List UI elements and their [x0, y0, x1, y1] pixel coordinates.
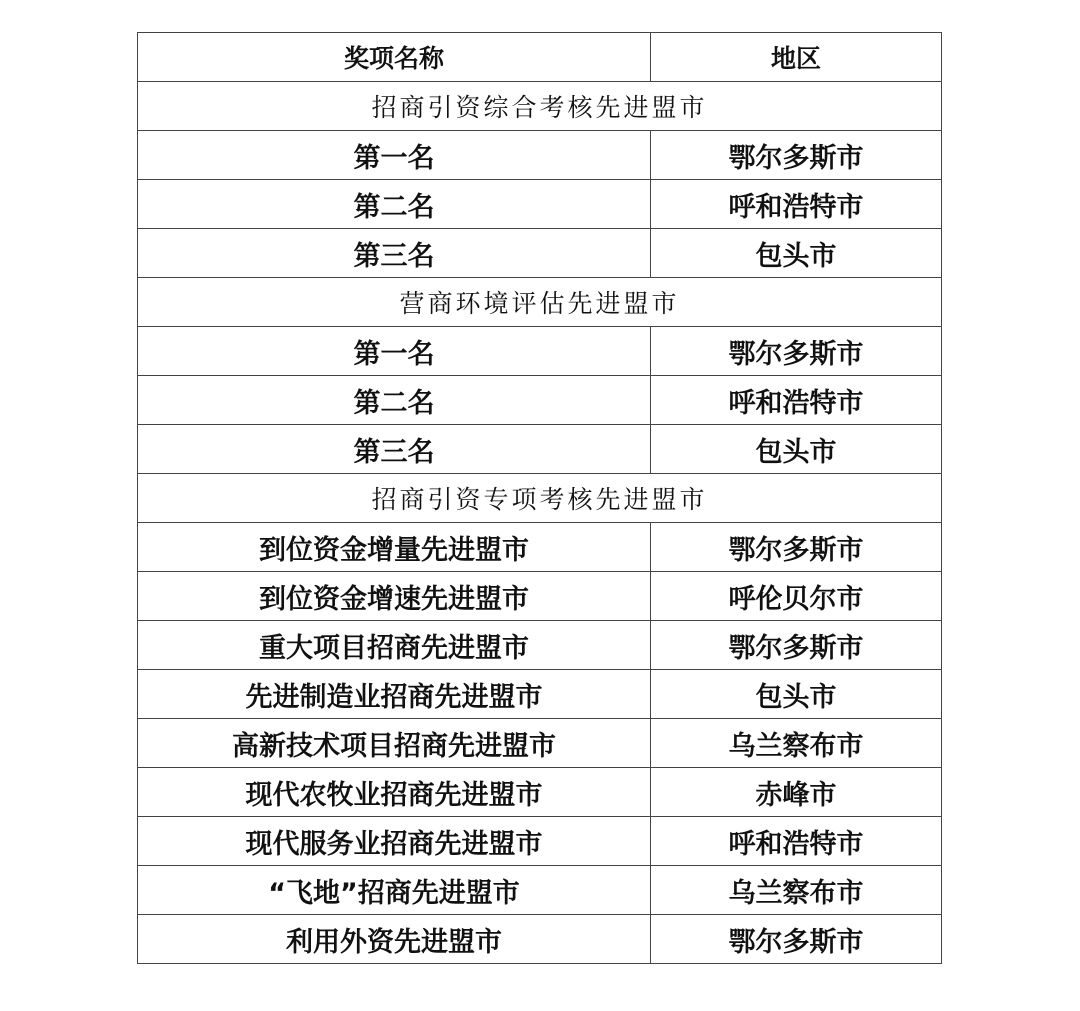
section-title: 招商引资专项考核先进盟市 — [138, 474, 942, 523]
region-cell: 呼和浩特市 — [651, 817, 942, 866]
table-row — [138, 719, 942, 768]
table-row — [138, 621, 942, 670]
section-title-row — [138, 82, 942, 131]
region-cell: 鄂尔多斯市 — [651, 915, 942, 964]
awards-table — [137, 32, 942, 964]
award-name-cell: 先进制造业招商先进盟市 — [138, 670, 651, 719]
region-cell: 乌兰察布市 — [651, 866, 942, 915]
section-title: 招商引资综合考核先进盟市 — [138, 82, 942, 131]
award-name-cell: 现代农牧业招商先进盟市 — [138, 768, 651, 817]
table-row — [138, 131, 942, 180]
region-cell: 鄂尔多斯市 — [651, 523, 942, 572]
table-row — [138, 817, 942, 866]
region-cell: 鄂尔多斯市 — [651, 131, 942, 180]
region-cell: 包头市 — [651, 229, 942, 278]
header-region: 地区 — [651, 33, 942, 82]
table-row — [138, 229, 942, 278]
region-cell: 鄂尔多斯市 — [651, 327, 942, 376]
region-cell: 包头市 — [651, 670, 942, 719]
region-cell: 包头市 — [651, 425, 942, 474]
table-row — [138, 523, 942, 572]
award-name-cell: 现代服务业招商先进盟市 — [138, 817, 651, 866]
award-name-cell: 利用外资先进盟市 — [138, 915, 651, 964]
table-row — [138, 180, 942, 229]
region-cell: 赤峰市 — [651, 768, 942, 817]
award-name-cell: 第二名 — [138, 180, 651, 229]
table-row — [138, 670, 942, 719]
region-cell: 乌兰察布市 — [651, 719, 942, 768]
award-name-cell: 高新技术项目招商先进盟市 — [138, 719, 651, 768]
section-title: 营商环境评估先进盟市 — [138, 278, 942, 327]
award-name-cell: 到位资金增量先进盟市 — [138, 523, 651, 572]
table-row — [138, 327, 942, 376]
award-name-cell: 第二名 — [138, 376, 651, 425]
region-cell: 鄂尔多斯市 — [651, 621, 942, 670]
table-row — [138, 425, 942, 474]
award-name-cell: 第三名 — [138, 425, 651, 474]
region-cell: 呼和浩特市 — [651, 180, 942, 229]
table-row — [138, 866, 942, 915]
table-row — [138, 915, 942, 964]
award-name-cell: 重大项目招商先进盟市 — [138, 621, 651, 670]
section-title-row — [138, 278, 942, 327]
award-name-cell: 第一名 — [138, 131, 651, 180]
section-title-row — [138, 474, 942, 523]
header-award-name: 奖项名称 — [138, 33, 651, 82]
award-name-cell: “飞地”招商先进盟市 — [138, 866, 651, 915]
region-cell: 呼和浩特市 — [651, 376, 942, 425]
table-header-row — [138, 33, 942, 82]
award-name-cell: 第三名 — [138, 229, 651, 278]
award-name-cell: 第一名 — [138, 327, 651, 376]
table-row — [138, 572, 942, 621]
region-cell: 呼伦贝尔市 — [651, 572, 942, 621]
table-row — [138, 376, 942, 425]
table-row — [138, 768, 942, 817]
award-name-cell: 到位资金增速先进盟市 — [138, 572, 651, 621]
